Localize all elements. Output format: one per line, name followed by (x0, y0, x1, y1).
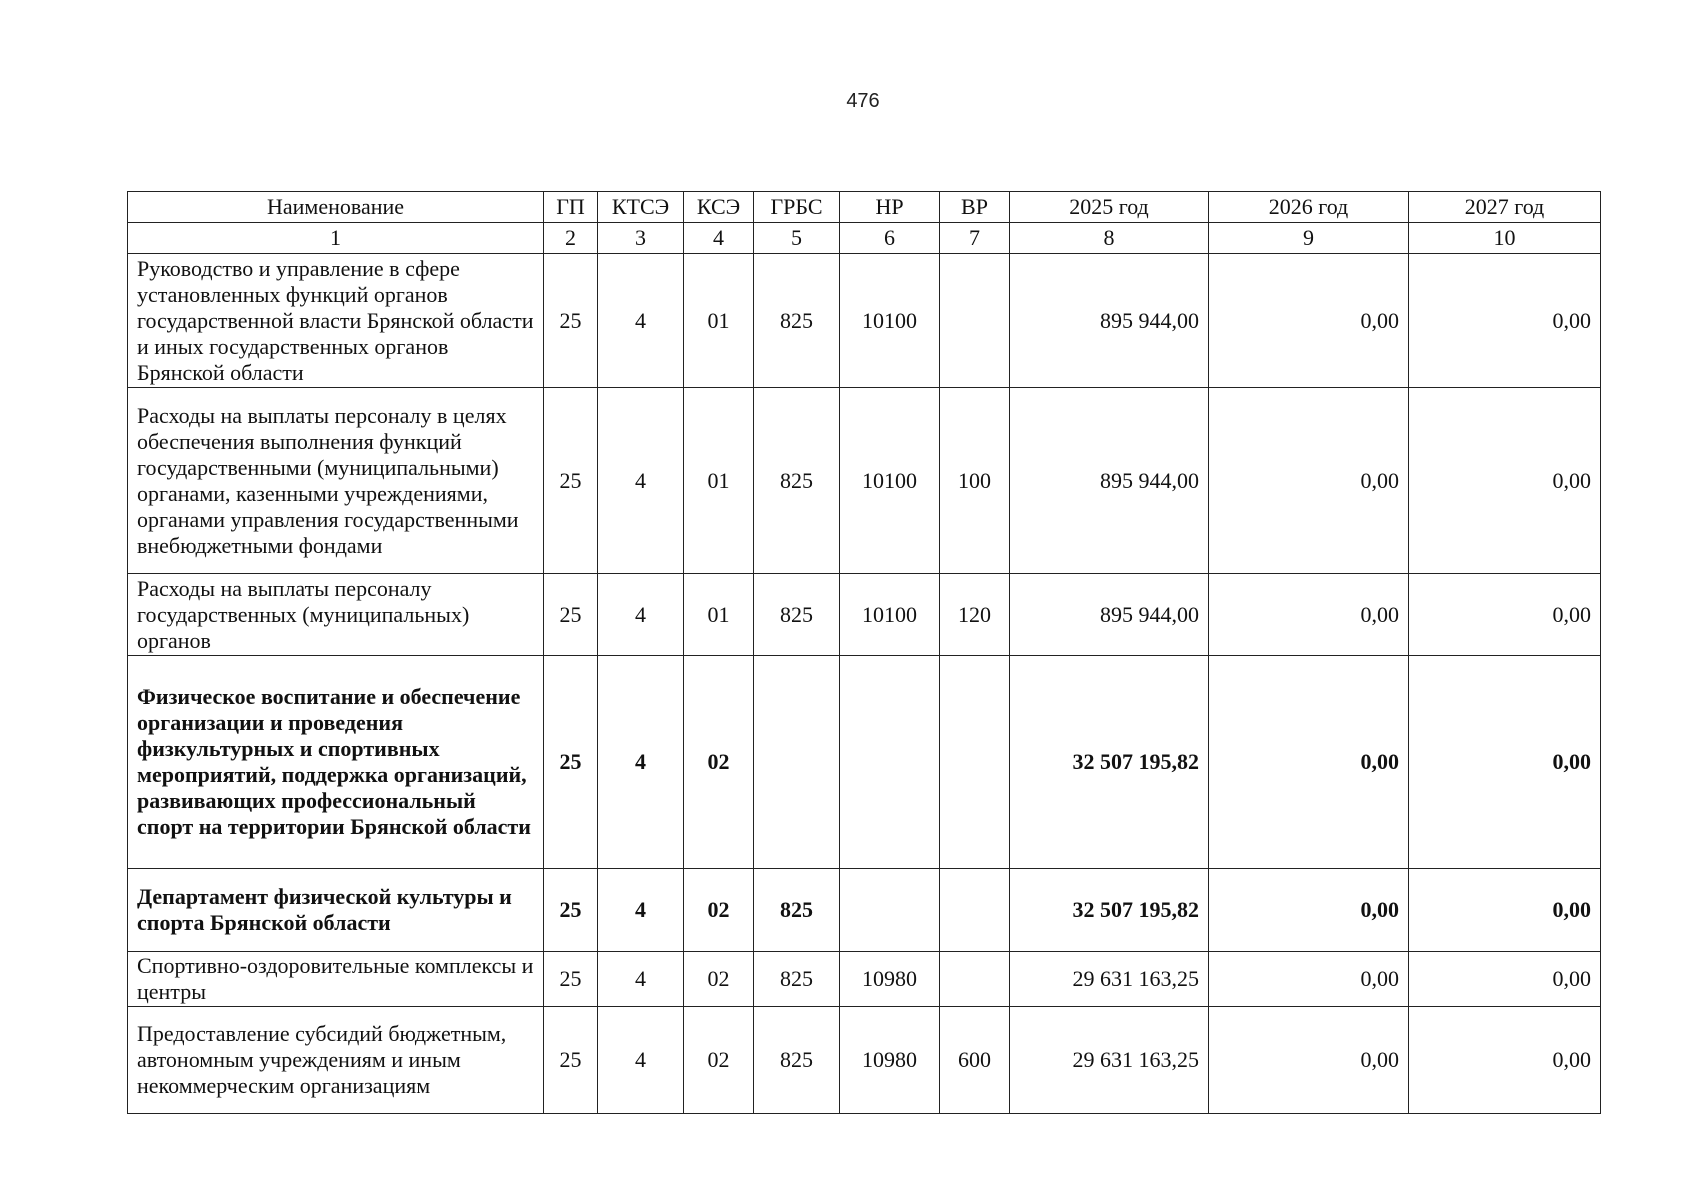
cell-ktse: 4 (598, 1007, 684, 1114)
cell-name: Расходы на выплаты персоналу в целях обеспечения выполнения функций государственными (муниципальными) органами, казенными учреждениями, органами управления государственными внебюджетными фондами (128, 388, 544, 574)
cell-2026: 0,00 (1209, 388, 1409, 574)
cell-2026: 0,00 (1209, 656, 1409, 869)
cell-2027: 0,00 (1409, 656, 1601, 869)
cell-ktse: 4 (598, 656, 684, 869)
column-number: 1 (128, 223, 544, 254)
cell-kse: 01 (684, 388, 754, 574)
cell-grbs: 825 (754, 574, 840, 656)
cell-2025: 895 944,00 (1010, 388, 1209, 574)
header-name: Наименование (128, 192, 544, 223)
cell-2026: 0,00 (1209, 574, 1409, 656)
cell-2025: 29 631 163,25 (1010, 952, 1209, 1007)
cell-name: Предоставление субсидий бюджетным, автономным учреждениям и иным некоммерческим организациям (128, 1007, 544, 1114)
cell-kse: 01 (684, 574, 754, 656)
cell-2025: 29 631 163,25 (1010, 1007, 1209, 1114)
header-vr: ВР (940, 192, 1010, 223)
cell-name: Расходы на выплаты персоналу государственных (муниципальных) органов (128, 574, 544, 656)
cell-nr: 10100 (840, 254, 940, 388)
cell-kse: 02 (684, 952, 754, 1007)
column-number: 4 (684, 223, 754, 254)
cell-2027: 0,00 (1409, 254, 1601, 388)
cell-grbs: 825 (754, 869, 840, 952)
header-ktse: КТСЭ (598, 192, 684, 223)
cell-vr (940, 656, 1010, 869)
cell-name: Департамент физической культуры и спорта Брянской области (128, 869, 544, 952)
cell-vr: 600 (940, 1007, 1010, 1114)
cell-vr: 100 (940, 388, 1010, 574)
cell-ktse: 4 (598, 574, 684, 656)
cell-2026: 0,00 (1209, 254, 1409, 388)
cell-vr: 120 (940, 574, 1010, 656)
cell-kse: 01 (684, 254, 754, 388)
page-number: 476 (846, 90, 880, 112)
table-row (128, 656, 1601, 869)
cell-ktse: 4 (598, 254, 684, 388)
cell-ktse: 4 (598, 869, 684, 952)
cell-2025: 895 944,00 (1010, 254, 1209, 388)
cell-grbs: 825 (754, 1007, 840, 1114)
cell-ktse: 4 (598, 952, 684, 1007)
cell-grbs: 825 (754, 952, 840, 1007)
cell-gp: 25 (544, 254, 598, 388)
column-number: 7 (940, 223, 1010, 254)
table-row (128, 254, 1601, 388)
cell-2027: 0,00 (1409, 869, 1601, 952)
header-row (128, 192, 1601, 223)
cell-gp: 25 (544, 388, 598, 574)
cell-vr (940, 952, 1010, 1007)
cell-2027: 0,00 (1409, 1007, 1601, 1114)
cell-grbs: 825 (754, 254, 840, 388)
table-row (128, 869, 1601, 952)
table-row (128, 952, 1601, 1007)
cell-nr: 10980 (840, 952, 940, 1007)
cell-2027: 0,00 (1409, 574, 1601, 656)
cell-2027: 0,00 (1409, 952, 1601, 1007)
column-number: 5 (754, 223, 840, 254)
cell-name: Спортивно-оздоровительные комплексы и центры (128, 952, 544, 1007)
cell-vr (940, 869, 1010, 952)
column-number: 6 (840, 223, 940, 254)
cell-gp: 25 (544, 869, 598, 952)
column-number: 8 (1010, 223, 1209, 254)
cell-grbs: 825 (754, 388, 840, 574)
cell-2027: 0,00 (1409, 388, 1601, 574)
column-number-row (128, 223, 1601, 254)
cell-name: Физическое воспитание и обеспечение организации и проведения физкультурных и спортивных мероприятий, поддержка организаций, развивающих профессиональный спорт на территории Брянской области (128, 656, 544, 869)
cell-nr: 10100 (840, 388, 940, 574)
cell-gp: 25 (544, 656, 598, 869)
column-number: 2 (544, 223, 598, 254)
table-row (128, 388, 1601, 574)
cell-ktse: 4 (598, 388, 684, 574)
column-number: 9 (1209, 223, 1409, 254)
cell-name: Руководство и управление в сфере установленных функций органов государственной власти Брянской области и иных государственных органов Брянской области (128, 254, 544, 388)
cell-nr (840, 656, 940, 869)
column-number: 10 (1409, 223, 1601, 254)
budget-table (127, 191, 1601, 1114)
header-grbs: ГРБС (754, 192, 840, 223)
table-row (128, 574, 1601, 656)
cell-2025: 32 507 195,82 (1010, 656, 1209, 869)
cell-nr: 10980 (840, 1007, 940, 1114)
cell-nr (840, 869, 940, 952)
header-2025: 2025 год (1010, 192, 1209, 223)
cell-2026: 0,00 (1209, 869, 1409, 952)
cell-gp: 25 (544, 574, 598, 656)
header-2027: 2027 год (1409, 192, 1601, 223)
cell-gp: 25 (544, 952, 598, 1007)
header-nr: НР (840, 192, 940, 223)
cell-2026: 0,00 (1209, 1007, 1409, 1114)
cell-kse: 02 (684, 1007, 754, 1114)
cell-grbs (754, 656, 840, 869)
cell-2026: 0,00 (1209, 952, 1409, 1007)
cell-vr (940, 254, 1010, 388)
column-number: 3 (598, 223, 684, 254)
cell-2025: 895 944,00 (1010, 574, 1209, 656)
cell-2025: 32 507 195,82 (1010, 869, 1209, 952)
header-kse: КСЭ (684, 192, 754, 223)
cell-gp: 25 (544, 1007, 598, 1114)
table-row (128, 1007, 1601, 1114)
cell-kse: 02 (684, 869, 754, 952)
cell-nr: 10100 (840, 574, 940, 656)
header-2026: 2026 год (1209, 192, 1409, 223)
cell-kse: 02 (684, 656, 754, 869)
header-gp: ГП (544, 192, 598, 223)
